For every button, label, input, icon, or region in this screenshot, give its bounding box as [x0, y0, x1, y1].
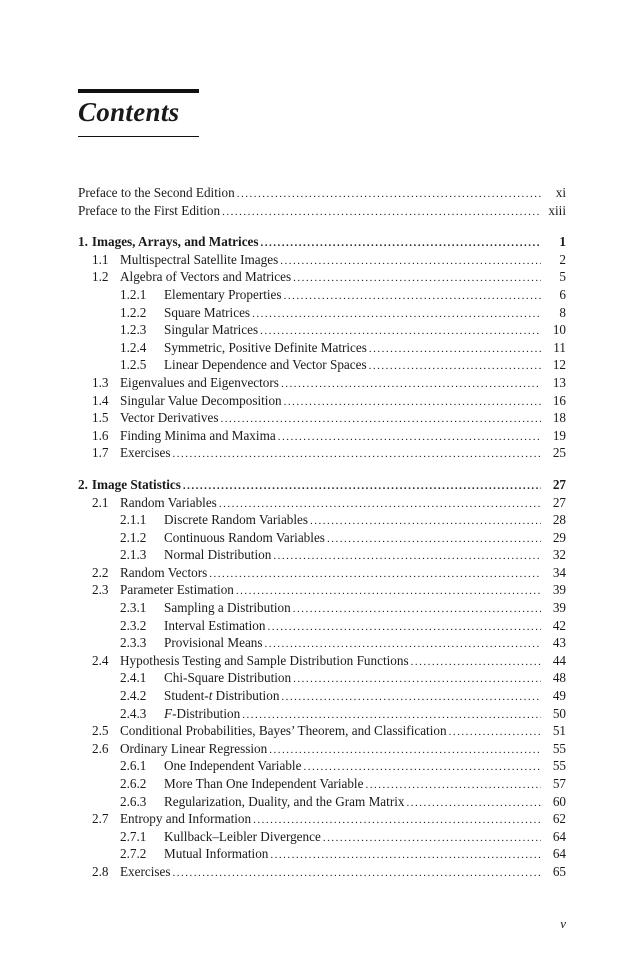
toc-entry-section[interactable]: [78, 374, 566, 392]
page-number: v: [560, 916, 566, 931]
toc-entry-number: 2.6: [92, 740, 109, 756]
toc-entry-number: 2.8: [92, 863, 109, 879]
toc-entry-number: 1.2.4: [120, 339, 147, 355]
toc-entry-number: 1.: [78, 234, 88, 250]
toc-leader-dots: [406, 795, 541, 813]
toc-entry-section[interactable]: [78, 740, 566, 758]
toc-leader-dots: [310, 513, 541, 531]
toc-entry-front[interactable]: [78, 184, 566, 202]
toc-leader-dots: [284, 394, 541, 412]
toc-leader-dots: [269, 742, 541, 760]
toc-entry-title: Continuous Random Variables: [164, 529, 325, 545]
toc-entry-page: 12: [552, 357, 566, 373]
toc-entry-title: Regularization, Duality, and the Gram Matrix: [164, 793, 405, 809]
toc-entry-title: Preface to the First Edition: [78, 202, 221, 218]
toc-entry-number: 1.5: [92, 410, 109, 426]
toc-spacer: [78, 219, 566, 233]
toc-leader-dots: [237, 186, 541, 204]
toc-entry-number: 2.7.1: [120, 828, 147, 844]
toc-entry-number: 1.6: [92, 427, 109, 443]
toc-entry-page: 65: [552, 863, 566, 879]
toc-entry-page: 62: [552, 811, 566, 827]
toc-entry-title: Chi-Square Distribution: [164, 670, 292, 686]
toc-entry-number: 2.6.1: [120, 758, 147, 774]
toc-entry-number: 2.7: [92, 811, 109, 827]
toc-entry-section[interactable]: [78, 652, 566, 670]
toc-entry-page: 44: [552, 652, 566, 668]
toc-entry-title: Random Variables: [120, 494, 217, 510]
page-title: Contents: [78, 97, 180, 127]
toc-entry-page: 1: [559, 234, 566, 250]
toc-entry-page: 27: [552, 476, 566, 492]
toc-entry-title: Normal Distribution: [164, 547, 272, 563]
toc-leader-dots: [183, 478, 541, 496]
toc-leader-dots: [411, 654, 541, 672]
toc-entry-title: Exercises: [120, 863, 171, 879]
toc-entry-title: Provisional Means: [164, 635, 263, 651]
toc-entry-title: Discrete Random Variables: [164, 512, 309, 528]
toc-leader-dots: [273, 548, 541, 566]
toc-entry-section[interactable]: [78, 268, 566, 286]
variable-t: t: [208, 688, 213, 704]
toc-entry-page: 51: [552, 723, 566, 739]
toc-entry-number: 2.4.1: [120, 670, 147, 686]
toc-leader-dots: [327, 531, 541, 549]
toc-entry-title: Sampling a Distribution: [164, 600, 291, 616]
toc-entry-title: Parameter Estimation: [120, 582, 234, 598]
toc-entry-title: Singular Value Decomposition: [120, 392, 282, 408]
toc-leader-dots: [252, 306, 541, 324]
toc-entry-number: 2.2: [92, 564, 109, 580]
toc-entry-page: 28: [552, 512, 566, 528]
toc-entry-number: 2.3: [92, 582, 109, 598]
toc-entry-number: 2.7.2: [120, 846, 147, 862]
toc-entry-page: 43: [552, 635, 566, 651]
toc-entry-page: xiii: [548, 202, 566, 218]
toc-entry-page: 49: [552, 688, 566, 704]
toc-leader-dots: [261, 235, 541, 253]
toc-entry-title: F-Distribution: [164, 705, 241, 721]
toc-entry-page: 48: [552, 670, 566, 686]
toc-entry-page: 27: [552, 494, 566, 510]
toc-entry-number: 2.1.3: [120, 547, 147, 563]
toc-entry-page: 55: [552, 740, 566, 756]
toc-entry-page: 50: [552, 705, 566, 721]
toc-entry-number: 1.1: [92, 251, 109, 267]
toc-entry-number: 2.6.2: [120, 776, 147, 791]
toc-entry-subsection[interactable]: [78, 775, 566, 793]
toc-entry-section[interactable]: [78, 409, 566, 427]
toc-entry-number: 1.7: [92, 445, 109, 461]
toc-leader-dots: [369, 341, 541, 359]
toc-leader-dots: [173, 446, 541, 464]
toc-entry-subsection[interactable]: [78, 356, 566, 374]
toc-entry-title: Eigenvalues and Eigenvectors: [120, 374, 279, 390]
toc-entry-subsection[interactable]: [78, 529, 566, 547]
toc-entry-page: 6: [559, 286, 566, 302]
toc-entry-page: 60: [552, 793, 566, 809]
toc-leader-dots: [293, 671, 541, 689]
toc-entry-title: Student-t Distribution: [164, 688, 280, 704]
toc-entry-number: 1.2.3: [120, 322, 147, 338]
toc-entry-number: 1.2: [92, 269, 109, 285]
toc-entry-number: 2.6.3: [120, 793, 147, 809]
toc-entry-page: 64: [552, 828, 566, 844]
toc-entry-subsection[interactable]: [78, 511, 566, 529]
toc-entry-number: 2.4: [92, 652, 109, 668]
toc-leader-dots: [209, 566, 541, 584]
toc-entry-subsection[interactable]: [78, 339, 566, 357]
toc-entry-section[interactable]: [78, 581, 566, 599]
toc-entry-title: Exercises: [120, 445, 171, 461]
toc-entry-page: 32: [552, 547, 566, 563]
toc-entry-title: Vector Derivatives: [120, 410, 219, 426]
toc-entry-title: Multispectral Satellite Images: [120, 251, 279, 267]
toc-entry-number: 2.3.1: [120, 600, 147, 616]
toc-entry-title: Images, Arrays, and Matrices: [91, 234, 259, 250]
toc-entry-page: 34: [552, 564, 566, 580]
toc-entry-number: 2.1.2: [120, 529, 147, 545]
toc-entry-title: Ordinary Linear Regression: [120, 740, 268, 756]
toc-leader-dots: [280, 253, 541, 271]
toc-entry-subsection[interactable]: [78, 845, 566, 863]
toc-entry-page: 29: [552, 529, 566, 545]
toc-entry-page: 5: [559, 269, 566, 285]
toc-entry-subsection[interactable]: [78, 793, 566, 811]
toc-entry-page: 8: [559, 304, 566, 320]
toc-entry-chapter[interactable]: [78, 476, 566, 494]
toc-entry-subsection[interactable]: [78, 617, 566, 635]
toc-entry-title: Singular Matrices: [164, 322, 259, 338]
toc-entry-title: Interval Estimation: [164, 617, 266, 633]
toc-entry-subsection[interactable]: [78, 634, 566, 652]
toc-spacer: [78, 462, 566, 476]
toc-entry-title: Mutual Information: [164, 846, 269, 862]
toc-leader-dots: [293, 601, 541, 619]
toc-leader-dots: [267, 619, 541, 637]
toc-entry-title: Linear Dependence and Vector Spaces: [164, 357, 367, 373]
toc-entry-section[interactable]: [78, 722, 566, 740]
toc-entry-number: 2.3.3: [120, 635, 147, 651]
toc-entry-page: 57: [552, 776, 566, 791]
toc-leader-dots: [281, 689, 541, 707]
toc-entry-title: Entropy and Information: [120, 811, 252, 827]
toc-entry-chapter[interactable]: [78, 233, 566, 251]
toc-leader-dots: [323, 830, 541, 848]
toc-entry-number: 2.4.3: [120, 705, 147, 721]
toc-entry-subsection[interactable]: [78, 599, 566, 617]
toc-entry-number: 2.1.1: [120, 512, 147, 528]
toc-entry-subsection[interactable]: [78, 669, 566, 687]
toc-entry-page: 13: [552, 374, 566, 390]
toc-entry-title: Square Matrices: [164, 304, 251, 320]
toc-entry-page: 39: [552, 582, 566, 598]
toc-entry-title: One Independent Variable: [164, 758, 302, 774]
toc-entry-number: 1.3: [92, 374, 109, 390]
toc-entry-subsection[interactable]: [78, 546, 566, 564]
toc-entry-page: 19: [552, 427, 566, 443]
toc-entry-front[interactable]: [78, 202, 566, 220]
toc-entry-number: 1.2.1: [120, 286, 147, 302]
toc-entry-subsection[interactable]: [78, 828, 566, 846]
toc-entry-title: Hypothesis Testing and Sample Distribution Functions: [120, 652, 409, 668]
toc-entry-title: Image Statistics: [91, 476, 181, 492]
toc-entry-page: 42: [552, 617, 566, 633]
toc-entry-section[interactable]: [78, 863, 566, 881]
toc-entry-title: Kullback–Leibler Divergence: [164, 828, 321, 844]
toc-entry-page: xi: [555, 185, 566, 200]
toc-entry-page: 10: [552, 322, 566, 338]
toc-entry-section[interactable]: [78, 564, 566, 582]
toc-entry-subsection[interactable]: [78, 687, 566, 705]
toc-entry-title: Conditional Probabilities, Bayes’ Theorem, and Classification: [120, 723, 447, 739]
toc-entry-title: Algebra of Vectors and Matrices: [120, 269, 292, 285]
toc-entry-page: 16: [552, 392, 566, 408]
toc-entry-number: 1.2.2: [120, 304, 147, 320]
table-of-contents: [78, 184, 566, 881]
toc-entry-page: 2: [559, 251, 566, 267]
toc-entry-page: 25: [552, 445, 566, 461]
heading-rule-top: [78, 89, 199, 93]
toc-entry-number: 2.3.2: [120, 617, 147, 633]
toc-leader-dots: [284, 288, 541, 306]
toc-leader-dots: [293, 270, 541, 288]
toc-entry-number: 2.1: [92, 494, 109, 510]
toc-leader-dots: [270, 847, 541, 865]
toc-leader-dots: [281, 376, 541, 394]
toc-entry-number: 1.4: [92, 392, 109, 408]
toc-entry-title: More Than One Independent Variable: [164, 776, 364, 791]
toc-entry-subsection[interactable]: [78, 321, 566, 339]
toc-entry-number: 2.5: [92, 723, 109, 739]
heading-rule-bottom: [78, 136, 199, 137]
toc-entry-section[interactable]: [78, 392, 566, 410]
toc-entry-page: 64: [552, 846, 566, 862]
toc-leader-dots: [173, 865, 541, 883]
toc-leader-dots: [222, 204, 541, 222]
toc-entry-subsection[interactable]: [78, 286, 566, 304]
toc-entry-number: 2.: [78, 476, 88, 492]
toc-entry-title: Preface to the Second Edition: [78, 185, 235, 200]
toc-entry-subsection[interactable]: [78, 757, 566, 775]
toc-entry-section[interactable]: [78, 427, 566, 445]
toc-entry-title: Random Vectors: [120, 564, 208, 580]
toc-entry-title: Symmetric, Positive Definite Matrices: [164, 339, 367, 355]
toc-entry-number: 1.2.5: [120, 357, 147, 373]
toc-leader-dots: [449, 724, 541, 742]
toc-leader-dots: [278, 429, 541, 447]
toc-entry-section[interactable]: [78, 251, 566, 269]
toc-leader-dots: [369, 358, 541, 376]
toc-entry-title: Elementary Properties: [164, 286, 282, 302]
toc-entry-number: 2.4.2: [120, 688, 147, 704]
toc-entry-page: 55: [552, 758, 566, 774]
toc-entry-subsection[interactable]: [78, 304, 566, 322]
variable-f: F: [164, 705, 173, 721]
toc-entry-page: 18: [552, 410, 566, 426]
toc-entry-subsection[interactable]: [78, 705, 566, 723]
toc-entry-section[interactable]: [78, 444, 566, 462]
toc-entry-title: Finding Minima and Maxima: [120, 427, 276, 443]
toc-entry-section[interactable]: [78, 810, 566, 828]
toc-entry-section[interactable]: [78, 494, 566, 512]
toc-entry-page: 39: [552, 600, 566, 616]
toc-entry-page: 11: [553, 339, 566, 355]
